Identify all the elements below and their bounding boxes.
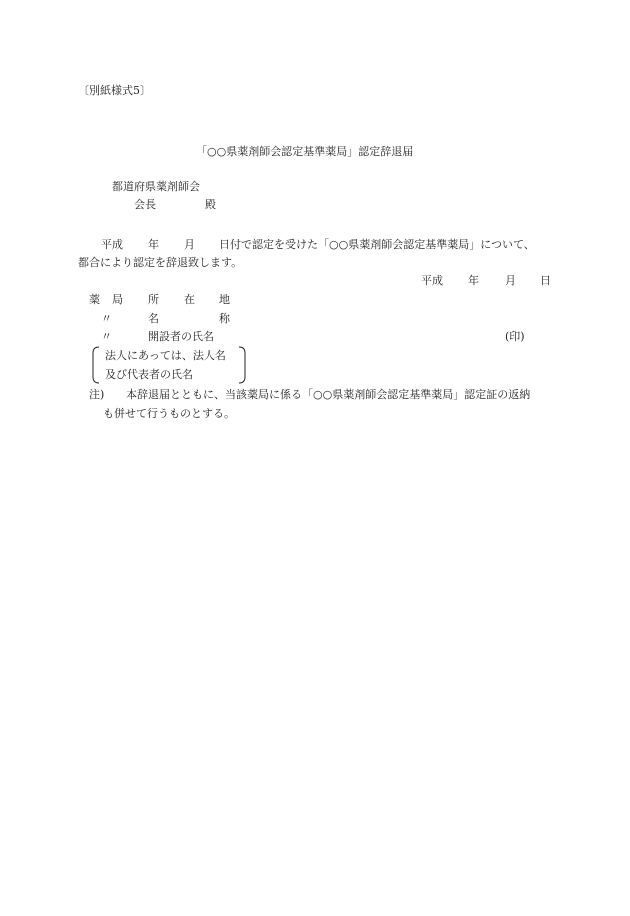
name-label-char: 称: [219, 312, 230, 325]
body-month-unit: 月: [184, 238, 195, 251]
date-day-unit: 日: [540, 274, 551, 287]
address-label-char: 薬: [89, 293, 100, 306]
body-year-unit: 年: [148, 238, 159, 251]
date-era: 平成: [421, 274, 443, 287]
footnote-line1: 本辞退届とともに、当該薬局に係る「○○県薬剤師会認定基準薬局」認定証の返納: [126, 388, 531, 401]
document-title: 「○○県薬剤師会認定基準薬局」認定辞退届: [196, 145, 414, 158]
ditto-mark: 〃: [101, 312, 112, 325]
body-line2: 都合により認定を辞退致します。: [78, 256, 243, 269]
addressee-position: 会長: [134, 198, 156, 211]
body-era: 平成: [101, 238, 123, 251]
footnote-marker: 注): [89, 388, 105, 401]
name-label-char: 名: [148, 312, 159, 325]
address-label-char: 在: [184, 293, 195, 306]
addressee-honorific: 殿: [205, 198, 216, 211]
form-number: 〔別紙様式5〕: [78, 84, 151, 97]
date-year-unit: 年: [468, 274, 479, 287]
date-month-unit: 月: [505, 274, 516, 287]
address-label-char: 地: [219, 293, 230, 306]
corporation-note-line2: 及び代表者の氏名: [105, 368, 193, 381]
body-line1-text: 日付で認定を受けた「○○県薬剤師会認定基準薬局」について、: [219, 238, 535, 251]
seal-mark: (印): [505, 330, 525, 343]
address-label-char: 所: [148, 293, 159, 306]
address-label-char: 局: [112, 293, 123, 306]
ditto-mark: 〃: [101, 330, 112, 343]
founder-name-label: 開設者の氏名: [148, 330, 214, 343]
addressee-organization: 都道府県薬剤師会: [112, 180, 200, 193]
footnote-line2: も併せて行うものとする。: [103, 407, 235, 420]
corporation-note-line1: 法人にあっては、法人名: [105, 349, 226, 362]
